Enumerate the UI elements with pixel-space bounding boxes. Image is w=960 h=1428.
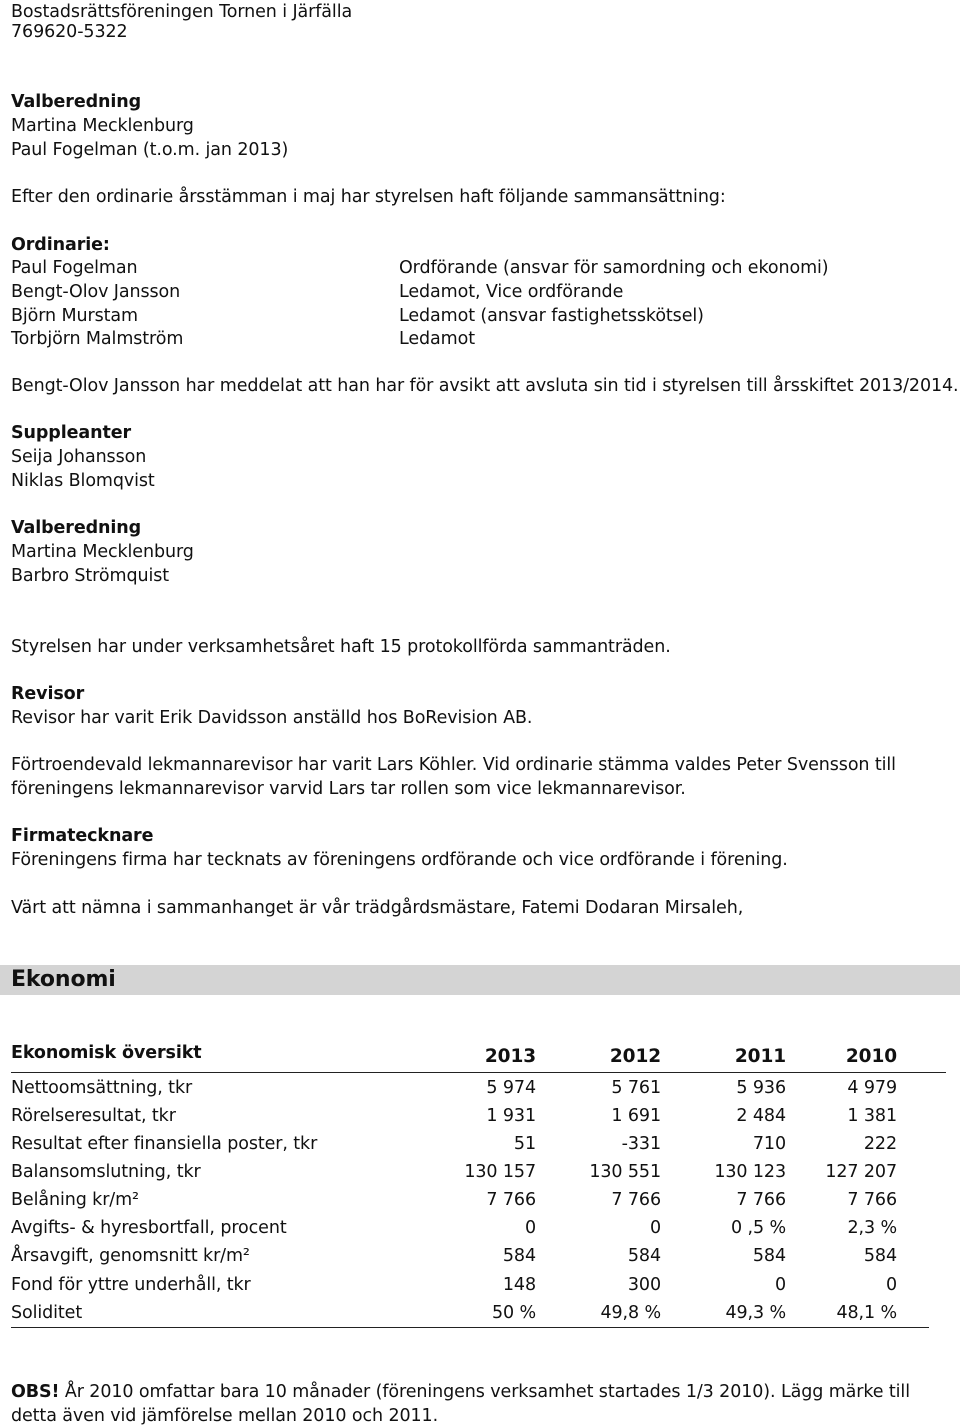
- cell-value: 49,3 %: [725, 1303, 786, 1323]
- cell-value: 5 974: [486, 1078, 536, 1098]
- cell-value: 48,1 %: [836, 1303, 897, 1323]
- row-label: Årsavgift, genomsnitt kr/m²: [11, 1246, 250, 1266]
- table-row: [11, 1074, 929, 1102]
- row-label: Fond för yttre underhåll, tkr: [11, 1275, 251, 1295]
- cell-value: 0 ,5 %: [731, 1218, 786, 1238]
- cell-value: 584: [863, 1246, 897, 1266]
- cell-value: 584: [627, 1246, 661, 1266]
- cell-value: 584: [502, 1246, 536, 1266]
- suppleanter-heading: Suppleanter: [11, 423, 132, 443]
- org-name: Bostadsrättsföreningen Tornen i Järfälla: [11, 2, 353, 22]
- cell-value: 1 931: [486, 1106, 536, 1126]
- financial-table-header: [11, 1042, 946, 1073]
- board-intro: Efter den ordinarie årsstämman i maj har styrelsen haft följande sammansättning:: [11, 187, 726, 207]
- cell-value: 0: [885, 1275, 897, 1295]
- org-number: 769620-5322: [11, 22, 128, 42]
- cell-value: 130 157: [464, 1162, 536, 1182]
- cell-value: 50 %: [491, 1303, 536, 1323]
- obs-note-line: detta även vid jämförelse mellan 2010 och 2011.: [11, 1406, 439, 1426]
- board-member-name: Paul Fogelman: [11, 258, 138, 278]
- board-member-role: Ordförande (ansvar för samordning och ekonomi): [399, 258, 829, 278]
- cell-value: 7 766: [486, 1190, 536, 1210]
- cell-value: 51: [513, 1134, 536, 1154]
- valberedning-top-member: Paul Fogelman (t.o.m. jan 2013): [11, 140, 289, 160]
- cell-value: 127 207: [825, 1162, 897, 1182]
- cell-value: 5 936: [736, 1078, 786, 1098]
- ekonomi-banner: [0, 965, 960, 995]
- firmatecknare-heading: Firmatecknare: [11, 826, 154, 846]
- cell-value: 2 484: [736, 1106, 786, 1126]
- table-row: [11, 1102, 929, 1130]
- row-label: Soliditet: [11, 1303, 83, 1323]
- board-member-name: Björn Murstam: [11, 306, 138, 326]
- resignation-announcement: Bengt-Olov Jansson har meddelat att han har för avsikt att avsluta sin tid i styrelsen till årsskiftet 2013/2014.: [11, 376, 959, 396]
- cell-value: 148: [502, 1275, 536, 1295]
- year-column-header: 2012: [609, 1046, 661, 1067]
- row-label: Balansomslutning, tkr: [11, 1162, 201, 1182]
- row-label: Nettoomsättning, tkr: [11, 1078, 193, 1098]
- cell-value: 130 551: [589, 1162, 661, 1182]
- board-member-role: Ledamot, Vice ordförande: [399, 282, 624, 302]
- financial-table-title: Ekonomisk översikt: [11, 1043, 202, 1063]
- cell-value: 5 761: [611, 1078, 661, 1098]
- year-column-header: 2011: [734, 1046, 786, 1067]
- cell-value: -331: [621, 1134, 661, 1154]
- valberedning-member: Barbro Strömquist: [11, 566, 169, 586]
- obs-label: OBS!: [11, 1382, 60, 1402]
- cell-value: 584: [752, 1246, 786, 1266]
- row-label: Rörelseresultat, tkr: [11, 1106, 176, 1126]
- cell-value: 7 766: [847, 1190, 897, 1210]
- table-row: [11, 1242, 929, 1270]
- row-label: Belåning kr/m²: [11, 1190, 139, 1210]
- valberedning-top-member: Martina Mecklenburg: [11, 116, 194, 136]
- cell-value: 0: [649, 1218, 661, 1238]
- suppleant-member: Seija Johansson: [11, 447, 147, 467]
- board-member-name: Torbjörn Malmström: [11, 329, 184, 349]
- revisor-heading: Revisor: [11, 684, 85, 704]
- revisor-text: Revisor har varit Erik Davidsson anställd hos BoRevision AB.: [11, 708, 533, 728]
- valberedning-top-heading: Valberedning: [11, 92, 142, 112]
- table-row: [11, 1271, 929, 1299]
- meetings-text: Styrelsen har under verksamhetsåret haft 15 protokollförda sammanträden.: [11, 637, 671, 657]
- valberedning-heading: Valberedning: [11, 518, 142, 538]
- year-column-header: 2013: [484, 1046, 536, 1067]
- lekmannarevisor-text: föreningens lekmannarevisor varvid Lars tar rollen som vice lekmannarevisor.: [11, 779, 686, 799]
- ekonomi-heading: Ekonomi: [11, 967, 116, 992]
- valberedning-member: Martina Mecklenburg: [11, 542, 194, 562]
- cell-value: 49,8 %: [600, 1303, 661, 1323]
- cell-value: 1 691: [611, 1106, 661, 1126]
- year-column-header: 2010: [845, 1046, 897, 1067]
- board-member-role: Ledamot (ansvar fastighetsskötsel): [399, 306, 704, 326]
- table-row: [11, 1130, 929, 1158]
- suppleant-member: Niklas Blomqvist: [11, 471, 155, 491]
- cell-value: 4 979: [847, 1078, 897, 1098]
- cell-value: 7 766: [611, 1190, 661, 1210]
- table-row: [11, 1214, 929, 1242]
- cell-value: 1 381: [847, 1106, 897, 1126]
- table-row: [11, 1299, 929, 1328]
- row-label: Resultat efter finansiella poster, tkr: [11, 1134, 318, 1154]
- ordinarie-heading: Ordinarie:: [11, 235, 110, 255]
- board-member-name: Bengt-Olov Jansson: [11, 282, 181, 302]
- table-row: [11, 1186, 929, 1214]
- cell-value: 222: [863, 1134, 897, 1154]
- row-label: Avgifts- & hyresbortfall, procent: [11, 1218, 287, 1238]
- gardener-note: Värt att nämna i sammanhanget är vår trädgårdsmästare, Fatemi Dodaran Mirsaleh,: [11, 898, 744, 918]
- cell-value: 130 123: [714, 1162, 786, 1182]
- firmatecknare-text: Föreningens firma har tecknats av föreningens ordförande och vice ordförande i förening.: [11, 850, 788, 870]
- cell-value: 7 766: [736, 1190, 786, 1210]
- lekmannarevisor-text: Förtroendevald lekmannarevisor har varit Lars Köhler. Vid ordinarie stämma valdes Peter Svensson till: [11, 755, 896, 775]
- cell-value: 0: [524, 1218, 536, 1238]
- obs-text: År 2010 omfattar bara 10 månader (föreningens verksamhet startades 1/3 2010). Lägg märke till: [64, 1382, 910, 1402]
- obs-note-line: [11, 1380, 910, 1404]
- cell-value: 710: [752, 1134, 786, 1154]
- board-member-role: Ledamot: [399, 329, 475, 349]
- cell-value: 0: [774, 1275, 786, 1295]
- table-row: [11, 1158, 929, 1186]
- cell-value: 300: [627, 1275, 661, 1295]
- cell-value: 2,3 %: [847, 1218, 897, 1238]
